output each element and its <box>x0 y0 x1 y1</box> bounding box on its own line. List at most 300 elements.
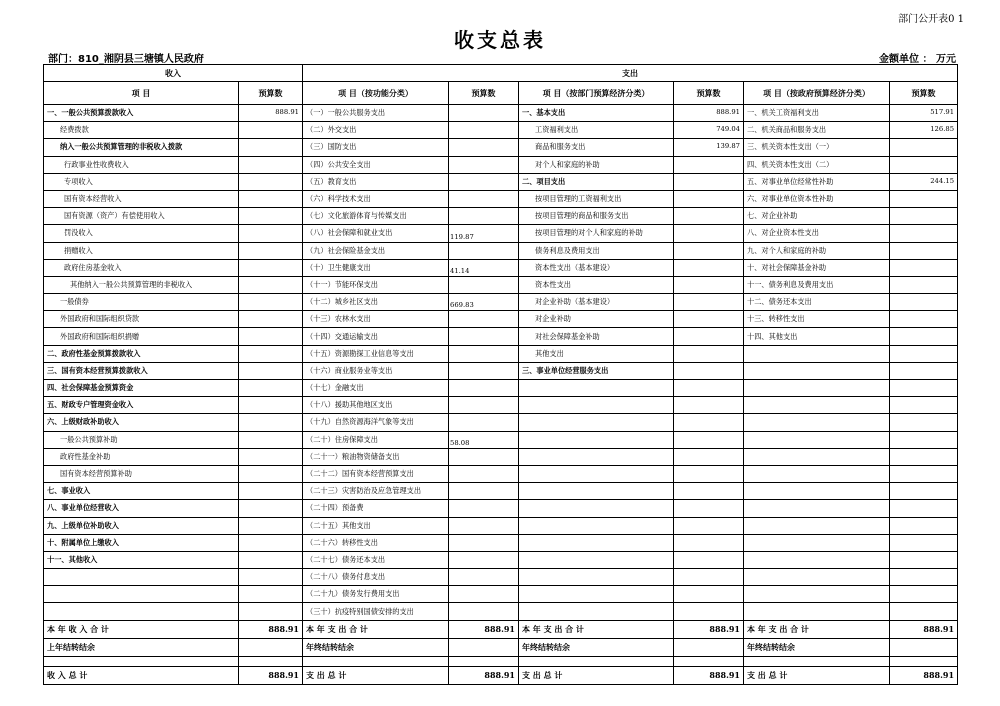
income-item: 九、上级单位补助收入 <box>44 517 239 534</box>
gov-econ-budget <box>890 397 958 414</box>
gov-econ-budget <box>890 242 958 259</box>
func-budget <box>449 517 519 534</box>
func-budget <box>449 122 519 139</box>
gov-econ-budget: 244.15 <box>890 173 958 190</box>
expense-header: 支出 <box>303 65 958 82</box>
func-item: （八）社会保障和就业支出 <box>303 225 449 242</box>
dept-econ-budget <box>674 551 744 568</box>
table-row <box>44 259 958 276</box>
table-row <box>44 569 958 586</box>
func-total-value: 888.91 <box>449 620 519 638</box>
income-item: 纳入一般公共预算管理的非税收入拨款 <box>44 139 239 156</box>
func-budget <box>449 328 519 345</box>
func-budget <box>449 414 519 431</box>
table-row <box>44 139 958 156</box>
table-code: 部门公开表0 1 <box>898 14 964 25</box>
dept-econ-budget <box>674 362 744 379</box>
dept-econ-item-header: 项 目（按部门预算经济分类） <box>519 82 674 105</box>
func-grand-expense-label: 支 出 总 计 <box>303 666 449 684</box>
dept-econ-budget <box>674 156 744 173</box>
gov-econ-budget <box>890 208 958 225</box>
gov-econ-item <box>744 397 890 414</box>
func-total-label: 本 年 支 出 合 计 <box>303 620 449 638</box>
income-item: 一般债券 <box>44 294 239 311</box>
table-row <box>44 362 958 379</box>
func-carry-out-value <box>449 638 519 656</box>
income-budget <box>239 122 303 139</box>
unit-label: 金额单位 ： 万元 <box>879 54 956 65</box>
income-budget <box>239 534 303 551</box>
gov-econ-budget <box>890 569 958 586</box>
income-budget <box>239 345 303 362</box>
gov-econ-item <box>744 586 890 603</box>
income-item: 十一、其他收入 <box>44 551 239 568</box>
gov-econ-item <box>744 362 890 379</box>
dept-econ-item: 二、项目支出 <box>519 173 674 190</box>
gov-econ-budget: 126.85 <box>890 122 958 139</box>
dept-econ-item <box>519 448 674 465</box>
income-item: 十、附属单位上缴收入 <box>44 534 239 551</box>
table-row <box>44 225 958 242</box>
table-row <box>44 190 958 207</box>
table-row <box>44 294 958 311</box>
income-item: 三、国有资本经营预算拨款收入 <box>44 362 239 379</box>
func-budget: 58.08 <box>449 431 519 448</box>
gov-econ-budget <box>890 500 958 517</box>
table-body <box>44 105 958 621</box>
func-budget <box>449 534 519 551</box>
dept-econ-item: 对个人和家庭的补助 <box>519 156 674 173</box>
func-item: （一）一般公共服务支出 <box>303 105 449 122</box>
func-item: （三）国防支出 <box>303 139 449 156</box>
income-item: 行政事业性收费收入 <box>44 156 239 173</box>
gov-econ-budget <box>890 139 958 156</box>
gov-econ-item: 四、机关资本性支出（二） <box>744 156 890 173</box>
gov-econ-item <box>744 380 890 397</box>
dept-econ-item: 对社会保障基金补助 <box>519 328 674 345</box>
func-budget <box>449 173 519 190</box>
func-item: （五）教育支出 <box>303 173 449 190</box>
gov-econ-budget: 517.91 <box>890 105 958 122</box>
income-budget <box>239 414 303 431</box>
dept-econ-budget <box>674 414 744 431</box>
gov-econ-item: 八、对企业资本性支出 <box>744 225 890 242</box>
dept-econ-item <box>519 500 674 517</box>
gov-econ-item <box>744 500 890 517</box>
gov-econ-item: 九、对个人和家庭的补助 <box>744 242 890 259</box>
income-item: 政府住房基金收入 <box>44 259 239 276</box>
gov-econ-budget <box>890 483 958 500</box>
income-item: 外国政府和国际组织捐赠 <box>44 328 239 345</box>
dept-econ-item <box>519 380 674 397</box>
income-budget <box>239 551 303 568</box>
dept-econ-item: 资本性支出（基本建设） <box>519 259 674 276</box>
income-budget <box>239 380 303 397</box>
func-item: （二）外交支出 <box>303 122 449 139</box>
income-budget <box>239 276 303 293</box>
dept-econ-budget <box>674 534 744 551</box>
gov-econ-budget <box>890 517 958 534</box>
gov-econ-budget <box>890 431 958 448</box>
dept-econ-budget <box>674 173 744 190</box>
table-row <box>44 431 958 448</box>
func-item: （二十七）债务还本支出 <box>303 551 449 568</box>
gov-econ-budget <box>890 465 958 482</box>
dept-econ-item <box>519 465 674 482</box>
gov-econ-item <box>744 517 890 534</box>
dept-econ-total-value: 888.91 <box>674 620 744 638</box>
income-total-label: 本 年 收 入 合 计 <box>44 620 239 638</box>
func-item: （二十）住房保障支出 <box>303 431 449 448</box>
income-budget: 888.91 <box>239 105 303 122</box>
gov-econ-budget <box>890 448 958 465</box>
income-item: 国有资本经营预算补助 <box>44 465 239 482</box>
gov-econ-total-label: 本 年 支 出 合 计 <box>744 620 890 638</box>
table-row <box>44 483 958 500</box>
dept-econ-item <box>519 483 674 500</box>
dept-grand-expense-value: 888.91 <box>674 666 744 684</box>
table-row <box>44 156 958 173</box>
dept-econ-budget <box>674 483 744 500</box>
gov-econ-item <box>744 414 890 431</box>
income-budget <box>239 517 303 534</box>
dept-econ-budget-header: 预算数 <box>674 82 744 105</box>
dept-econ-budget: 749.04 <box>674 122 744 139</box>
dept-econ-item: 一、基本支出 <box>519 105 674 122</box>
gov-econ-item: 十三、转移性支出 <box>744 311 890 328</box>
budget-table <box>43 64 958 685</box>
gov-econ-budget <box>890 586 958 603</box>
income-budget <box>239 173 303 190</box>
func-item: （二十九）债务发行费用支出 <box>303 586 449 603</box>
table-row <box>44 397 958 414</box>
income-budget <box>239 603 303 620</box>
income-budget <box>239 208 303 225</box>
dept-econ-budget <box>674 208 744 225</box>
table-row <box>44 276 958 293</box>
dept-econ-budget <box>674 345 744 362</box>
gov-econ-budget <box>890 294 958 311</box>
dept-econ-budget <box>674 311 744 328</box>
table-row <box>44 122 958 139</box>
dept-econ-item <box>519 431 674 448</box>
income-budget <box>239 448 303 465</box>
income-item: 七、事业收入 <box>44 483 239 500</box>
gov-econ-item <box>744 551 890 568</box>
gov-econ-budget <box>890 414 958 431</box>
table-row <box>44 345 958 362</box>
gov-econ-item: 七、对企业补助 <box>744 208 890 225</box>
dept-econ-item: 工资福利支出 <box>519 122 674 139</box>
func-item: （二十一）粮油物资储备支出 <box>303 448 449 465</box>
func-budget <box>449 448 519 465</box>
func-budget <box>449 483 519 500</box>
gov-econ-item: 二、机关商品和服务支出 <box>744 122 890 139</box>
dept-econ-budget <box>674 294 744 311</box>
income-budget <box>239 500 303 517</box>
gov-econ-budget <box>890 190 958 207</box>
income-item: 政府性基金补助 <box>44 448 239 465</box>
gov-econ-item <box>744 534 890 551</box>
income-item: 五、财政专户管理资金收入 <box>44 397 239 414</box>
income-item: 捐赠收入 <box>44 242 239 259</box>
func-item: （十二）城乡社区支出 <box>303 294 449 311</box>
func-item: （十七）金融支出 <box>303 380 449 397</box>
table-row <box>44 517 958 534</box>
func-budget <box>449 500 519 517</box>
income-total-value: 888.91 <box>239 620 303 638</box>
gov-econ-item <box>744 345 890 362</box>
func-budget <box>449 551 519 568</box>
func-item: （二十八）债务付息支出 <box>303 569 449 586</box>
dept-grand-expense-label: 支 出 总 计 <box>519 666 674 684</box>
gov-grand-expense-label: 支 出 总 计 <box>744 666 890 684</box>
func-budget <box>449 586 519 603</box>
gov-econ-budget <box>890 380 958 397</box>
income-budget <box>239 569 303 586</box>
grand-total-row <box>44 666 958 684</box>
spacer-row <box>44 656 958 666</box>
dept-econ-item <box>519 534 674 551</box>
table-row <box>44 311 958 328</box>
income-budget-header: 预算数 <box>239 82 303 105</box>
gov-carry-out-value <box>890 638 958 656</box>
gov-econ-item <box>744 465 890 482</box>
table-row <box>44 500 958 517</box>
func-item: （十九）自然资源海洋气象等支出 <box>303 414 449 431</box>
func-budget: 669.83 <box>449 294 519 311</box>
income-budget <box>239 397 303 414</box>
func-item-header: 项 目（按功能分类） <box>303 82 449 105</box>
func-budget <box>449 345 519 362</box>
dept-econ-item: 债务利息及费用支出 <box>519 242 674 259</box>
dept-econ-budget <box>674 276 744 293</box>
page-title: 收支总表 <box>454 28 546 52</box>
income-item <box>44 569 239 586</box>
gov-econ-item: 十四、其他支出 <box>744 328 890 345</box>
func-budget: 41.14 <box>449 259 519 276</box>
income-budget <box>239 431 303 448</box>
func-item: （二十二）国有资本经营预算支出 <box>303 465 449 482</box>
gov-econ-budget <box>890 362 958 379</box>
dept-econ-budget <box>674 517 744 534</box>
func-budget <box>449 465 519 482</box>
dept-econ-budget <box>674 603 744 620</box>
dept-econ-budget <box>674 259 744 276</box>
income-budget <box>239 259 303 276</box>
gov-grand-expense-value: 888.91 <box>890 666 958 684</box>
table-row <box>44 380 958 397</box>
table-row <box>44 173 958 190</box>
func-budget <box>449 242 519 259</box>
func-budget <box>449 139 519 156</box>
dept-econ-budget <box>674 328 744 345</box>
func-item: （十三）农林水支出 <box>303 311 449 328</box>
gov-econ-budget <box>890 225 958 242</box>
func-budget: 119.87 <box>449 225 519 242</box>
table-row <box>44 465 958 482</box>
income-budget <box>239 586 303 603</box>
grand-income-value: 888.91 <box>239 666 303 684</box>
table-row <box>44 242 958 259</box>
dept-econ-item: 其他支出 <box>519 345 674 362</box>
gov-econ-budget <box>890 311 958 328</box>
income-item: 其他纳入一般公共预算管理的非税收入 <box>44 276 239 293</box>
gov-econ-item: 一、机关工资福利支出 <box>744 105 890 122</box>
dept-econ-budget <box>674 190 744 207</box>
dept-econ-total-label: 本 年 支 出 合 计 <box>519 620 674 638</box>
income-item: 一、一般公共预算拨款收入 <box>44 105 239 122</box>
func-item: （二十三）灾害防治及应急管理支出 <box>303 483 449 500</box>
income-item-header: 项 目 <box>44 82 239 105</box>
gov-econ-item <box>744 431 890 448</box>
dept-econ-item: 三、事业单位经营服务支出 <box>519 362 674 379</box>
gov-econ-item: 六、对事业单位资本性补助 <box>744 190 890 207</box>
gov-econ-item <box>744 448 890 465</box>
income-item: 国有资本经营收入 <box>44 190 239 207</box>
dept-econ-budget <box>674 431 744 448</box>
gov-econ-budget <box>890 276 958 293</box>
dept-econ-budget <box>674 500 744 517</box>
func-item: （三十）抗疫特别国债安排的支出 <box>303 603 449 620</box>
income-item: 国有资源（资产）有偿使用收入 <box>44 208 239 225</box>
dept-econ-item: 对企业补助（基本建设） <box>519 294 674 311</box>
dept-econ-item <box>519 586 674 603</box>
gov-econ-budget <box>890 603 958 620</box>
carry-in-value <box>239 638 303 656</box>
func-budget <box>449 190 519 207</box>
func-grand-expense-value: 888.91 <box>449 666 519 684</box>
income-item: 经费拨款 <box>44 122 239 139</box>
dept-econ-budget <box>674 586 744 603</box>
income-item: 六、上级财政补助收入 <box>44 414 239 431</box>
income-item: 一般公共预算补助 <box>44 431 239 448</box>
dept-econ-item: 按项目管理的对个人和家庭的补助 <box>519 225 674 242</box>
func-item: （二十四）预备费 <box>303 500 449 517</box>
income-header: 收入 <box>44 65 303 82</box>
dept-carry-out-value <box>674 638 744 656</box>
table-row <box>44 328 958 345</box>
func-budget-header: 预算数 <box>449 82 519 105</box>
income-budget <box>239 190 303 207</box>
income-item: 专项收入 <box>44 173 239 190</box>
dept-econ-item: 对企业补助 <box>519 311 674 328</box>
dept-econ-item <box>519 551 674 568</box>
dept-econ-budget <box>674 465 744 482</box>
func-item: （十五）资源勘探工业信息等支出 <box>303 345 449 362</box>
func-budget <box>449 105 519 122</box>
gov-econ-item: 十一、债务利息及费用支出 <box>744 276 890 293</box>
func-budget <box>449 311 519 328</box>
func-budget <box>449 276 519 293</box>
gov-econ-item <box>744 569 890 586</box>
income-item: 二、政府性基金预算拨款收入 <box>44 345 239 362</box>
income-item <box>44 603 239 620</box>
dept-econ-item: 按项目管理的商品和服务支出 <box>519 208 674 225</box>
gov-econ-item <box>744 603 890 620</box>
table-row <box>44 551 958 568</box>
func-item: （四）公共安全支出 <box>303 156 449 173</box>
gov-econ-total-value: 888.91 <box>890 620 958 638</box>
func-budget <box>449 569 519 586</box>
income-budget <box>239 328 303 345</box>
income-budget <box>239 139 303 156</box>
income-budget <box>239 225 303 242</box>
grand-income-label: 收 入 总 计 <box>44 666 239 684</box>
dept-econ-item <box>519 517 674 534</box>
income-budget <box>239 465 303 482</box>
table-row <box>44 534 958 551</box>
dept-econ-item <box>519 569 674 586</box>
func-item: （十四）交通运输支出 <box>303 328 449 345</box>
dept-econ-item <box>519 603 674 620</box>
gov-econ-item: 三、机关资本性支出（一） <box>744 139 890 156</box>
dept-carry-out-label: 年终结转结余 <box>519 638 674 656</box>
dept-econ-budget <box>674 225 744 242</box>
carry-in-label: 上年结转结余 <box>44 638 239 656</box>
gov-econ-budget <box>890 534 958 551</box>
func-budget <box>449 156 519 173</box>
income-item: 外国政府和国际组织贷款 <box>44 311 239 328</box>
dept-econ-budget: 139.87 <box>674 139 744 156</box>
dept-econ-budget <box>674 242 744 259</box>
func-item: （十）卫生健康支出 <box>303 259 449 276</box>
table-row <box>44 414 958 431</box>
income-budget <box>239 156 303 173</box>
dept-econ-item: 商品和服务支出 <box>519 139 674 156</box>
func-item: （七）文化旅游体育与传媒支出 <box>303 208 449 225</box>
dept-econ-budget <box>674 397 744 414</box>
table-row <box>44 105 958 122</box>
func-budget <box>449 397 519 414</box>
func-item: （六）科学技术支出 <box>303 190 449 207</box>
func-budget <box>449 362 519 379</box>
func-carry-out-label: 年终结转结余 <box>303 638 449 656</box>
dept-econ-budget: 888.91 <box>674 105 744 122</box>
gov-econ-budget <box>890 259 958 276</box>
gov-econ-item: 五、对事业单位经常性补助 <box>744 173 890 190</box>
dept-econ-budget <box>674 448 744 465</box>
income-item <box>44 586 239 603</box>
dept-econ-item <box>519 414 674 431</box>
dept-econ-item <box>519 397 674 414</box>
income-item: 八、事业单位经营收入 <box>44 500 239 517</box>
income-budget <box>239 362 303 379</box>
department-label: 部门：810_湘阴县三塘镇人民政府 <box>48 54 204 65</box>
func-item: （二十五）其他支出 <box>303 517 449 534</box>
table-row <box>44 208 958 225</box>
income-budget <box>239 294 303 311</box>
gov-econ-item: 十二、债务还本支出 <box>744 294 890 311</box>
income-item: 罚没收入 <box>44 225 239 242</box>
gov-econ-budget <box>890 345 958 362</box>
dept-econ-budget <box>674 380 744 397</box>
gov-econ-item: 十、对社会保障基金补助 <box>744 259 890 276</box>
gov-carry-out-label: 年终结转结余 <box>744 638 890 656</box>
table-row <box>44 448 958 465</box>
dept-econ-item: 按项目管理的工资福利支出 <box>519 190 674 207</box>
gov-econ-budget <box>890 551 958 568</box>
table-row <box>44 603 958 620</box>
gov-econ-budget-header: 预算数 <box>890 82 958 105</box>
dept-econ-item: 资本性支出 <box>519 276 674 293</box>
gov-econ-budget <box>890 328 958 345</box>
func-item: （二十六）转移性支出 <box>303 534 449 551</box>
dept-econ-budget <box>674 569 744 586</box>
func-budget <box>449 208 519 225</box>
gov-econ-item-header: 项 目（按政府预算经济分类） <box>744 82 890 105</box>
total-row <box>44 620 958 638</box>
